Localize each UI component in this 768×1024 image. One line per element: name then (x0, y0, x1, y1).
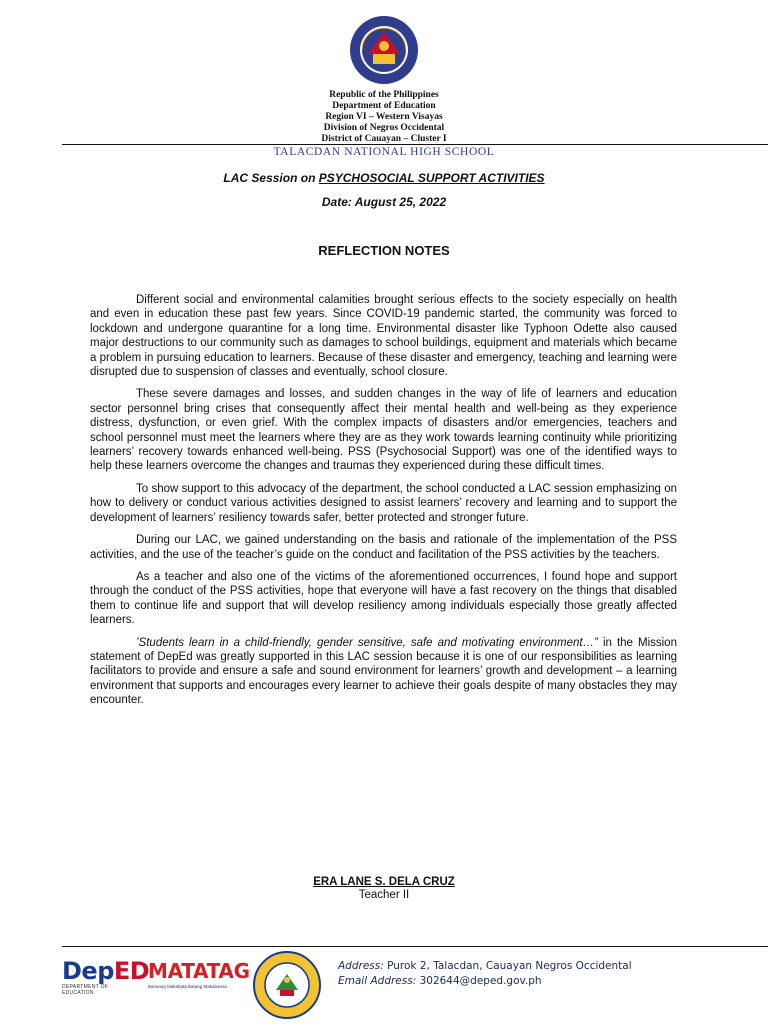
letterhead (0, 14, 768, 158)
quote-followup: in the Mission statement of DepEd was greatly supported in this LAC session because it is one of our responsibilities as learning facilitators to provide and ensure a safe and sound environment for learners’ growth and development – a learning environment that supports and encourages every learner to achieve their goals despite of many obstacles they may encounter. (90, 636, 677, 707)
matatag-logo (148, 959, 250, 1000)
deped-seal-icon (348, 14, 420, 86)
paragraph: Different social and environmental calamities brought serious effects to the society especially on health and even in education these past few years. Since COVID-19 pandemic started, the community was forced to lockdown and undergone quarantine for a long time. Environmental disaster like Typhoon Odette also caused major destructions to our community such as damages to school buildings, equipment and materials which became a problem in pursuing education to learners. Because of these disaster and emergency, teaching and learning were disrupted due to suspension of classes and eventually, school closure. (90, 294, 677, 379)
session-prefix: LAC Session on (223, 171, 319, 185)
matatag-logo-text: MATATAG (148, 959, 250, 983)
contact-info (338, 959, 632, 989)
school-seal-icon (252, 950, 322, 1020)
session-date: Date: August 25, 2022 (321, 195, 447, 209)
header-line: Region VI – Western Visayas (325, 112, 443, 122)
school-name: TALACDAN NATIONAL HIGH SCHOOL (273, 146, 495, 158)
paragraph: These severe damages and losses, and sudden changes in the way of life of learners and education sector personnel bring crises that consequently affect their mental health and well-being as they experience distress, dysfunction, or even grief. With the complex impacts of disasters and/or emergencies, teachers and school personnel must meet the learners where they are as they work towards learning continuity while prioritizing learners’ recovery towards enhanced well-being. PSS (Psychosocial Support) was one of the identified ways to help these learners overcome the changes and traumas they experienced during these difficult times. (90, 388, 677, 473)
matatag-logo-subtext: Bansang Makabata Batang Makabansa (148, 984, 227, 989)
signatory-title: Teacher II (358, 889, 410, 901)
signatory-name: ERA LANE S. DELA CRUZ (313, 876, 455, 888)
quote-paragraph (90, 636, 677, 708)
document-title: REFLECTION NOTES (318, 243, 450, 258)
deped-logo-subtext: DEPARTMENT OF EDUCATION (62, 984, 109, 996)
reflection-body (90, 293, 677, 716)
paragraph: To show support to this advocacy of the department, the school conducted a LAC session emphasizing on how to delivery or conduct various activities designed to assist learners’ recovery and learning and to support the development of learners’ resiliency towards safer, better protected and stronger future. (90, 482, 677, 524)
deped-logo (62, 957, 150, 1002)
footer (0, 950, 768, 1020)
email-label: Email Address: (338, 975, 417, 987)
address-value: Purok 2, Talacdan, Cauayan Negros Occidental (383, 960, 632, 972)
header-line: Republic of the Philippines (329, 90, 439, 100)
signature-block (0, 876, 768, 901)
mission-quote: ’Students learn in a child-friendly, gender sensitive, safe and motivating environment…” (136, 636, 598, 649)
header-line: Division of Negros Occidental (323, 123, 445, 133)
header-line: District of Cauayan – Cluster I (321, 134, 447, 144)
paragraph: During our LAC, we gained understanding on the basis and rationale of the implementation of the PSS activities, and the use of the teacher’s guide on the conduct and facilitation of the PSS activities by the teachers. (90, 534, 677, 561)
paragraph: As a teacher and also one of the victims of the aforementioned occurrences, I found hope and support through the conduct of the PSS activities, hope that everyone will have a fast recovery on the things that disabled them to continue life and support that will develop resiliency among individuals especially those greatly affected learners. (90, 570, 677, 627)
session-topic: PSYCHOSOCIAL SUPPORT ACTIVITIES (318, 171, 545, 185)
address-label: Address: (338, 960, 384, 972)
session-title (0, 171, 768, 185)
header-line: Department of Education (332, 101, 436, 111)
deped-logo-text: DepED (62, 957, 150, 985)
header-divider (62, 144, 768, 145)
email-value: 302644@deped.gov.ph (416, 975, 542, 987)
footer-divider (62, 946, 768, 947)
